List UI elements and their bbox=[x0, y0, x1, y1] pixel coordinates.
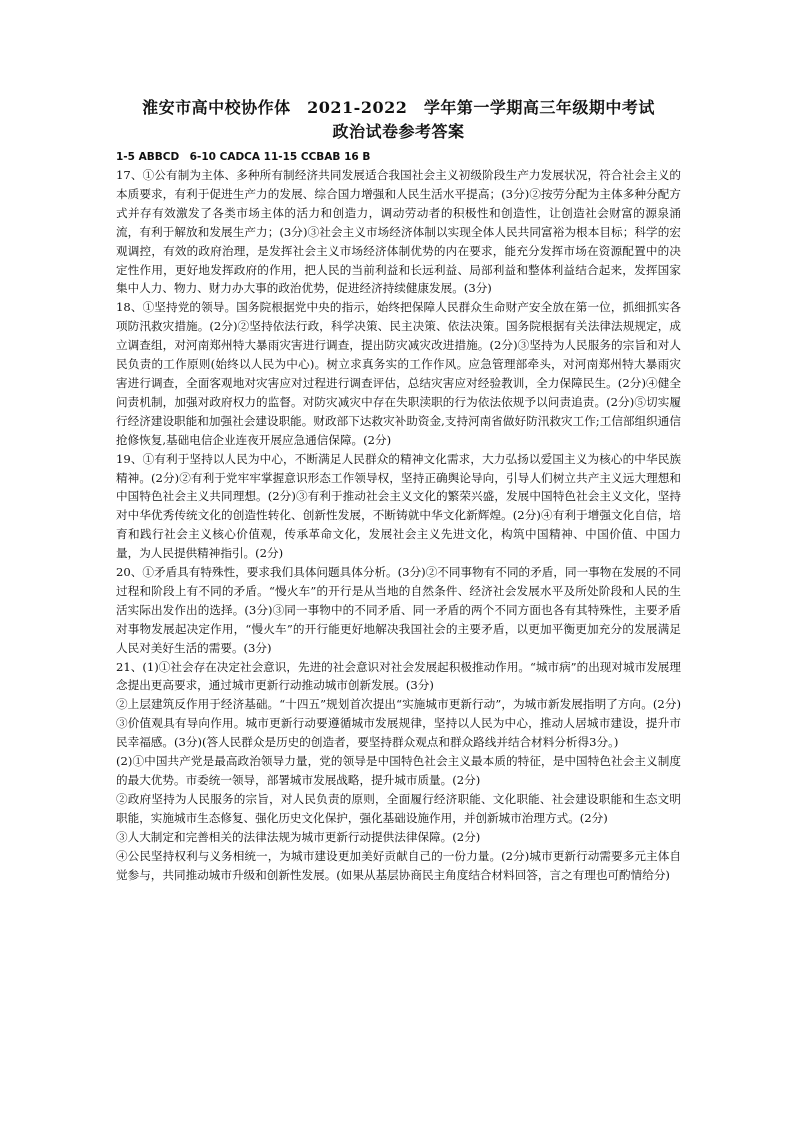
answer-21-part2-point3: ③人大制定和完善相关的法律法规为城市更新行动提供法律保障。(2分) bbox=[116, 829, 481, 844]
page-subtitle: 政治试卷参考答案 bbox=[332, 122, 465, 141]
answer-19: 19、①有利于坚持以人民为中心，不断满足人民群众的精神文化需求，大力弘扬以爱国主义为核心的中华民族精神。(2分)②有利于党牢牢掌握意识形态工作领导权，坚持正确舆论导向，引导人们树立共产主义远大理想和中国特色社会主义共同理想。(2分)③有利于推动社会主义文化的繁荣兴盛，发展中国特色社会主义文化，坚持对中华优秀传统文化的创造性转化、创新性发展，不断铸就中华文化新辉煌。(2分)④有利于增强文化自信，培育和践行社会主义核心价值观，传承革命文化，发展社会主义先进文化，构筑中国精神、中国价值、中国力量，为人民提供精神指引。(2分) bbox=[116, 451, 681, 561]
answer-sheet-page bbox=[116, 96, 681, 884]
answer-20: 20、①矛盾具有特殊性，要求我们具体问题具体分析。(3分)②不同事物有不同的矛盾，同一事物在发展的不同过程和阶段上有不同的矛盾。“慢火车”的开行是从当地的自然条件、经济社会发展水平及所处阶段和人民的生活实际出发作出的选择。(3分)③同一事物中的不同矛盾、同一矛盾的两个不同方面也各有其特殊性，主要矛盾对事物发展起决定作用，“慢火车”的开行能更好地解决我国社会的主要矛盾，以更加平衡更加充分的发展满足人民对美好生活的需要。(3分) bbox=[116, 565, 681, 655]
answer-21-part2-point1: (2)①中国共产党是最高政治领导力量，党的领导是中国特色社会主义最本质的特征，是中国特色社会主义制度的最大优势。市委统一领导，部署城市发展战略，提升城市质量。(2分) bbox=[116, 754, 681, 787]
answer-18: 18、①坚持党的领导。国务院根据党中央的指示，始终把保障人民群众生命财产安全放在第一位，抓细抓实各项防汛救灾措施。(2分)②坚持依法行政，科学决策、民主决策、依法决策。国务院根据有关法律法规规定，成立调查组，对河南郑州特大暴雨灾害进行调查，提出防灾减灾改进措施。(2分)③坚持为人民服务的宗旨和对人民负责的工作原则(始终以人民为中心)。树立求真务实的工作作风。应急管理部牵头，对河南郑州特大暴雨灾害进行调查，全面客观地对灾害应对过程进行调查评估，总结灾害应对经验教训，全力保障民生。(2分)④健全问责机制，加强对政府权力的监督。对防灾减灾中存在失职渎职的行为依法依规予以问责追责。(2分)⑤切实履行经济建设职能和加强社会建设职能。财政部下达救灾补助资金,支持河南省做好防汛救灾工作;工信部组织通信抢修恢复,基础电信企业连夜开展应急通信保障。(2分) bbox=[116, 300, 681, 447]
answer-21-part1-point2: ②上层建筑反作用于经济基础。“十四五”规划首次提出“实施城市更新行动”，为城市新发展指明了方向。(2分)③价值观具有导向作用。城市更新行动要遵循城市发展规律，坚持以人民为中心，推动人居城市建设，提升市民幸福感。(3分)(答人民群众是历史的创造者，要坚持群众观点和群众路线并结合材料分析得3分。) bbox=[116, 697, 681, 750]
answer-21-part2-point4: ④公民坚持权利与义务相统一，为城市建设更加美好贡献自己的一份力量。(2分)城市更新行动需要多元主体自觉参与，共同推动城市升级和创新性发展。(如果从基层协商民主角度结合材料回答，言之有理也可酌情给分) bbox=[116, 848, 681, 882]
page-title: 淮安市高中校协作体 2021-2022 学年第一学期高三年级期中考试 bbox=[142, 98, 655, 117]
answer-21-part1-point1: 21、(1)①社会存在决定社会意识，先进的社会意识对社会发展起积极推动作用。“城市病”的出现对城市发展理念提出更高要求，通过城市更新行动推动城市创新发展。(3分) bbox=[116, 659, 681, 693]
multiple-choice-answers: 1-5 ABBCD 6-10 CADCA 11-15 CCBAB 16 B bbox=[116, 151, 371, 163]
answer-17: 17、①公有制为主体、多种所有制经济共同发展适合我国社会主义初级阶段生产力发展状况，符合社会主义的本质要求，有利于促进生产力的发展、综合国力增强和人民生活水平提高；(3分)②按劳分配为主体多种分配方式并存有效激发了各类市场主体的活力和创造力，调动劳动者的积极性和创造性，让创造社会财富的源泉涌流，有利于解放和发展生产力；(3分)③社会主义市场经济体制以实现全体人民共同富裕为根本目标；科学的宏观调控，有效的政府治理，是发挥社会主义市场经济体制优势的内在要求，能充分发挥市场在资源配置中的决定性作用，更好地发挥政府的作用，把人民的当前利益和长远利益、局部利益和整体利益结合起来，发挥国家集中人力、物力、财力办大事的政治优势，促进经济持续健康发展。(3分) bbox=[116, 168, 681, 296]
answer-21-part2-point2: ②政府坚持为人民服务的宗旨，对人民负责的原则，全面履行经济职能、文化职能、社会建设职能和生态文明职能，实施城市生态修复、强化历史文化保护，强化基础设施作用，并创新城市治理方式。(2分) bbox=[116, 791, 681, 825]
